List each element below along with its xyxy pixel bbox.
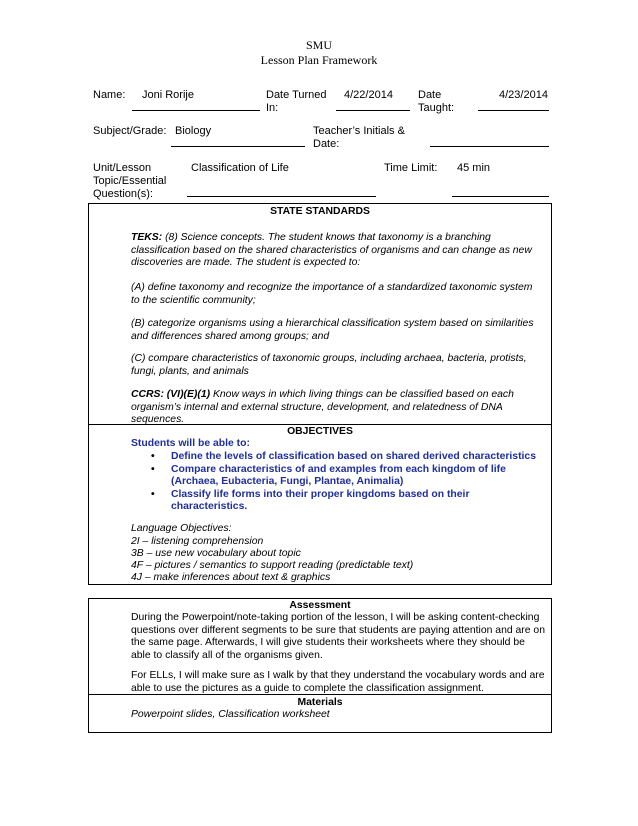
standard-item-c: (C) compare characteristics of taxonomic groups, including archaea, bacteria, protists, fungi, plants, and animals — [131, 353, 527, 377]
unit-label: Unit/Lesson — [93, 162, 152, 174]
subject-underline — [171, 146, 305, 147]
teks-label: TEKS: — [131, 232, 163, 243]
assessment-paragraph-2: For ELLs, I will make sure as I walk by that they understand the vocabulary words and are able to use the pictures as a guide to complete the classification assignment. — [131, 670, 545, 694]
date-turned-value: 4/22/2014 — [344, 89, 393, 101]
language-objective-item: 3B – use new vocabulary about topic — [131, 548, 301, 559]
language-objective-item: 2I – listening comprehension — [131, 536, 264, 547]
name-value: Joni Rorije — [142, 89, 194, 101]
objective-item: • Compare characteristics of and examples from each kingdom of life (Archaea, Eubacteria, Fungi, Plantae, Animalia) — [131, 464, 536, 489]
standards-heading: STATE STANDARDS — [270, 206, 370, 217]
ccrs-label: CCRS: (VI)(E)(1) — [131, 389, 211, 400]
time-limit-underline — [452, 196, 549, 197]
date-turned-underline — [336, 110, 410, 111]
objective-item: • Define the levels of classification based on shared derived characteristics — [131, 451, 536, 464]
language-objective-item: 4J – make inferences about text & graphics — [131, 572, 331, 583]
standard-item-a: (A) define taxonomy and recognize the importance of a standardized taxonomic system to the scientific community; — [131, 282, 533, 306]
subject-value: Biology — [175, 125, 212, 137]
unit-label-cont-2: Question(s): — [93, 188, 153, 200]
unit-value: Classification of Life — [191, 162, 289, 174]
materials-heading: Materials — [297, 697, 343, 708]
ccrs-text: Know ways in which living things can be classified based on each organism’s internal and external structure, development, and relatedness of DNA sequences. — [131, 389, 514, 426]
name-label: Name: — [93, 89, 126, 101]
standard-item-b: (B) categorize organisms using a hierarchical classification system based on similarities and differences shared among groups; and — [131, 318, 534, 342]
unit-label-cont: Topic/Essential — [93, 175, 167, 187]
objective-item: • Classify life forms into their proper kingdoms based on their characteristics. — [131, 489, 536, 514]
date-taught-label-cont: Taught: — [418, 102, 455, 114]
language-objective-item: 4F – pictures / semantics to support reading (predictable text) — [131, 560, 414, 571]
name-underline — [132, 110, 260, 111]
date-turned-label: Date Turned — [266, 89, 327, 101]
document-subtitle: Lesson Plan Framework — [260, 53, 378, 67]
unit-underline — [187, 196, 376, 197]
time-limit-label: Time Limit: — [384, 162, 438, 174]
assessment-heading: Assessment — [289, 600, 351, 611]
assessment-paragraph-1: During the Powerpoint/note-taking portion of the lesson, I will be asking content-checking questions over different segments to be sure that students are paying attention and are on the same page. Afterwards, I will give students their worksheets where they should be able to classify all of the organisms given. — [131, 612, 545, 661]
objectives-list — [131, 451, 536, 514]
date-turned-label-cont: In: — [266, 102, 279, 114]
objectives-heading: OBJECTIVES — [287, 426, 353, 437]
initials-label-cont: Date: — [313, 138, 340, 150]
objectives-intro: Students will be able to: — [131, 438, 250, 449]
initials-label: Teacher’s Initials & — [313, 125, 405, 137]
time-limit-value: 45 min — [457, 162, 491, 174]
materials-text: Powerpoint slides, Classification worksheet — [131, 709, 330, 720]
initials-underline — [430, 146, 549, 147]
date-taught-value: 4/23/2014 — [499, 89, 548, 101]
date-taught-label: Date — [418, 89, 442, 101]
language-objectives-heading: Language Objectives: — [131, 523, 232, 534]
teks-paragraph — [131, 232, 541, 270]
document-title: SMU — [305, 38, 332, 52]
date-taught-underline — [478, 110, 549, 111]
teks-text: (8) Science concepts. The student knows that taxonomy is a branching classification based on the shared characteristics of organisms and can change as new discoveries are made. The student is expected to: — [131, 232, 532, 269]
ccrs-paragraph — [131, 389, 541, 427]
subject-label: Subject/Grade: — [93, 125, 167, 137]
